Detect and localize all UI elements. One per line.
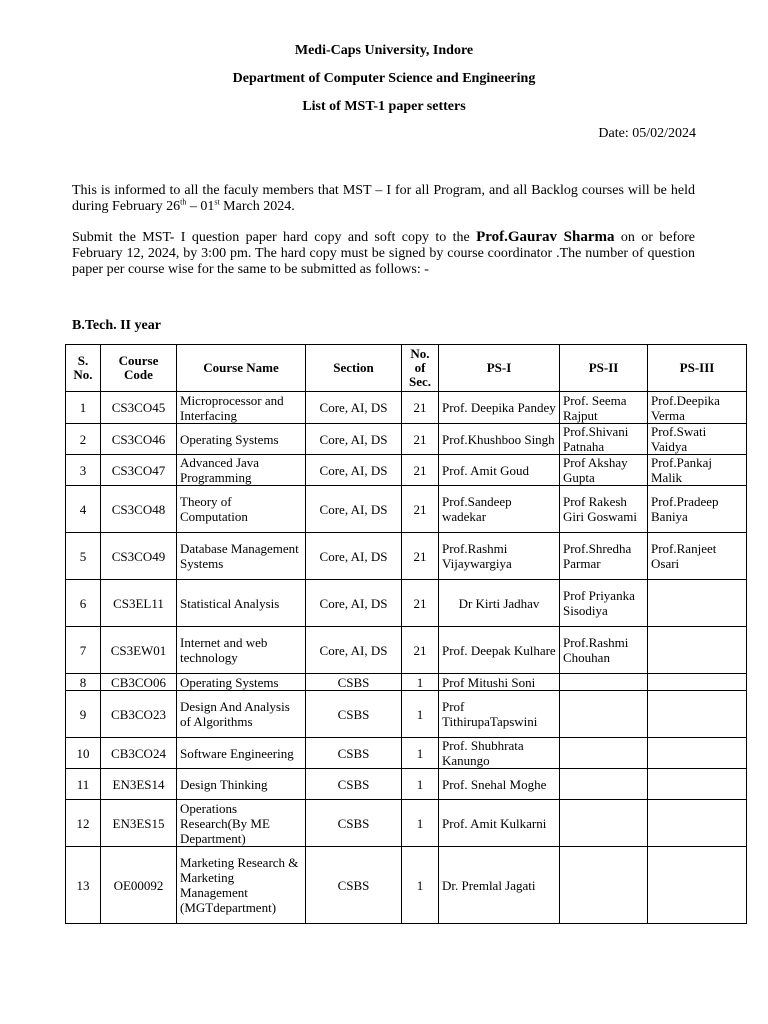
cell-ps1: Dr. Premlal Jagati: [439, 847, 560, 924]
cell-section: Core, AI, DS: [306, 627, 402, 674]
cell-section: Core, AI, DS: [306, 392, 402, 424]
cell-sno: 7: [66, 627, 101, 674]
cell-nsec: 1: [402, 674, 439, 691]
table-row: [66, 674, 747, 691]
cell-ps3: Prof.Deepika Verma: [648, 392, 747, 424]
cell-code: CB3CO23: [101, 691, 177, 738]
cell-section: Core, AI, DS: [306, 486, 402, 533]
department-name: Department of Computer Science and Engineering: [232, 71, 536, 86]
cell-ps2: Prof Akshay Gupta: [560, 455, 648, 486]
cell-sno: 10: [66, 738, 101, 769]
cell-ps1: Dr Kirti Jadhav: [439, 580, 560, 627]
cell-section: Core, AI, DS: [306, 424, 402, 455]
cell-name: Microprocessor and Interfacing: [177, 392, 306, 424]
cell-ps1: Prof.Rashmi Vijaywargiya: [439, 533, 560, 580]
list-title: List of MST-1 paper setters: [302, 99, 466, 114]
cell-code: CS3EL11: [101, 580, 177, 627]
col-header-code: Course Code: [101, 345, 177, 392]
coordinator-name: Prof.Gaurav Sharma: [476, 229, 615, 245]
cell-name: Statistical Analysis: [177, 580, 306, 627]
cell-nsec: 1: [402, 769, 439, 800]
cell-name: Marketing Research & Marketing Management (MGTdepartment): [177, 847, 306, 924]
cell-nsec: 21: [402, 533, 439, 580]
cell-nsec: 21: [402, 580, 439, 627]
cell-section: CSBS: [306, 769, 402, 800]
cell-sno: 6: [66, 580, 101, 627]
cell-ps2: Prof. Seema Rajput: [560, 392, 648, 424]
table-row: [66, 486, 747, 533]
cell-ps2: Prof.Rashmi Chouhan: [560, 627, 648, 674]
cell-ps3: Prof.Swati Vaidya: [648, 424, 747, 455]
table-row: [66, 580, 747, 627]
col-header-ps2: PS-II: [560, 345, 648, 392]
cell-sno: 8: [66, 674, 101, 691]
col-header-nsec: No. of Sec.: [402, 345, 439, 392]
cell-section: CSBS: [306, 674, 402, 691]
cell-ps3: [648, 738, 747, 769]
cell-sno: 13: [66, 847, 101, 924]
cell-ps2: [560, 847, 648, 924]
cell-ps3: [648, 800, 747, 847]
cell-nsec: 21: [402, 455, 439, 486]
cell-name: Design Thinking: [177, 769, 306, 800]
cell-ps2: [560, 769, 648, 800]
cell-ps3: [648, 580, 747, 627]
cell-ps3: [648, 691, 747, 738]
cell-name: Operating Systems: [177, 674, 306, 691]
cell-code: CB3CO24: [101, 738, 177, 769]
table-row: [66, 738, 747, 769]
notice-paragraph-2: Submit the MST- I question paper hard copy and soft copy to the Prof.Gaurav Sharma on or before February 12, 2024, by 3:00 pm. The hard copy must be signed by course coordinator .The number of question paper per course wise for the same to be submitted as follows: -: [72, 229, 695, 277]
university-name: Medi-Caps University, Indore: [294, 43, 474, 58]
cell-code: EN3ES14: [101, 769, 177, 800]
cell-section: Core, AI, DS: [306, 533, 402, 580]
cell-ps2: Prof Rakesh Giri Goswami: [560, 486, 648, 533]
cell-section: CSBS: [306, 691, 402, 738]
cell-ps2: [560, 738, 648, 769]
cell-sno: 5: [66, 533, 101, 580]
cell-ps1: Prof.Khushboo Singh: [439, 424, 560, 455]
table-header-row: [66, 345, 747, 392]
cell-ps1: Prof TithirupaTapswini: [439, 691, 560, 738]
cell-nsec: 1: [402, 847, 439, 924]
cell-section: Core, AI, DS: [306, 455, 402, 486]
table-row: [66, 691, 747, 738]
cell-ps2: Prof.Shivani Patnaha: [560, 424, 648, 455]
cell-ps3: [648, 627, 747, 674]
cell-sno: 2: [66, 424, 101, 455]
col-header-sno: S. No.: [66, 345, 101, 392]
cell-code: OE00092: [101, 847, 177, 924]
cell-nsec: 21: [402, 392, 439, 424]
cell-sno: 11: [66, 769, 101, 800]
cell-code: CS3EW01: [101, 627, 177, 674]
cell-sno: 3: [66, 455, 101, 486]
cell-sno: 12: [66, 800, 101, 847]
cell-ps1: Prof Mitushi Soni: [439, 674, 560, 691]
table-row: [66, 392, 747, 424]
table-row: [66, 769, 747, 800]
cell-ps2: [560, 800, 648, 847]
cell-code: CB3CO06: [101, 674, 177, 691]
paper-setters-table: [65, 344, 747, 924]
cell-nsec: 1: [402, 691, 439, 738]
cell-code: CS3CO47: [101, 455, 177, 486]
cell-ps1: Prof. Deepika Pandey: [439, 392, 560, 424]
cell-section: Core, AI, DS: [306, 580, 402, 627]
cell-code: CS3CO49: [101, 533, 177, 580]
cell-name: Advanced Java Programming: [177, 455, 306, 486]
cell-section: CSBS: [306, 847, 402, 924]
cell-ps1: Prof. Amit Goud: [439, 455, 560, 486]
cell-nsec: 21: [402, 424, 439, 455]
table-row: [66, 533, 747, 580]
cell-ps2: [560, 674, 648, 691]
cell-ps3: [648, 769, 747, 800]
cell-code: CS3CO48: [101, 486, 177, 533]
col-header-name: Course Name: [177, 345, 306, 392]
cell-name: Operations Research(By ME Department): [177, 800, 306, 847]
cell-ps1: Prof. Deepak Kulhare: [439, 627, 560, 674]
cell-ps3: Prof.Pradeep Baniya: [648, 486, 747, 533]
cell-code: CS3CO45: [101, 392, 177, 424]
table-row: [66, 627, 747, 674]
cell-name: Software Engineering: [177, 738, 306, 769]
cell-code: CS3CO46: [101, 424, 177, 455]
document-date: Date: 05/02/2024: [598, 126, 696, 141]
cell-name: Database Management Systems: [177, 533, 306, 580]
cell-ps3: Prof.Pankaj Malik: [648, 455, 747, 486]
table-row: [66, 800, 747, 847]
cell-ps2: Prof Priyanka Sisodiya: [560, 580, 648, 627]
cell-nsec: 21: [402, 627, 439, 674]
cell-sno: 4: [66, 486, 101, 533]
cell-name: Operating Systems: [177, 424, 306, 455]
table-row: [66, 455, 747, 486]
cell-nsec: 1: [402, 800, 439, 847]
cell-ps3: Prof.Ranjeet Osari: [648, 533, 747, 580]
cell-ps1: Prof. Shubhrata Kanungo: [439, 738, 560, 769]
cell-ps3: [648, 674, 747, 691]
cell-nsec: 1: [402, 738, 439, 769]
cell-ps1: Prof.Sandeep wadekar: [439, 486, 560, 533]
col-header-ps3: PS-III: [648, 345, 747, 392]
table-row: [66, 847, 747, 924]
table-row: [66, 424, 747, 455]
col-header-ps1: PS-I: [439, 345, 560, 392]
cell-name: Internet and web technology: [177, 627, 306, 674]
cell-code: EN3ES15: [101, 800, 177, 847]
cell-ps2: [560, 691, 648, 738]
cell-name: Theory of Computation: [177, 486, 306, 533]
cell-ps2: Prof.Shredha Parmar: [560, 533, 648, 580]
cell-name: Design And Analysis of Algorithms: [177, 691, 306, 738]
cell-sno: 1: [66, 392, 101, 424]
notice-paragraph-1: This is informed to all the faculy members that MST – I for all Program, and all Backlog courses will be held during February 26th – 01st March 2024.: [72, 183, 695, 214]
cell-nsec: 21: [402, 486, 439, 533]
cell-ps3: [648, 847, 747, 924]
cell-section: CSBS: [306, 800, 402, 847]
cell-sno: 9: [66, 691, 101, 738]
cell-ps1: Prof. Amit Kulkarni: [439, 800, 560, 847]
col-header-section: Section: [306, 345, 402, 392]
section-title: B.Tech. II year: [72, 318, 161, 333]
cell-ps1: Prof. Snehal Moghe: [439, 769, 560, 800]
cell-section: CSBS: [306, 738, 402, 769]
